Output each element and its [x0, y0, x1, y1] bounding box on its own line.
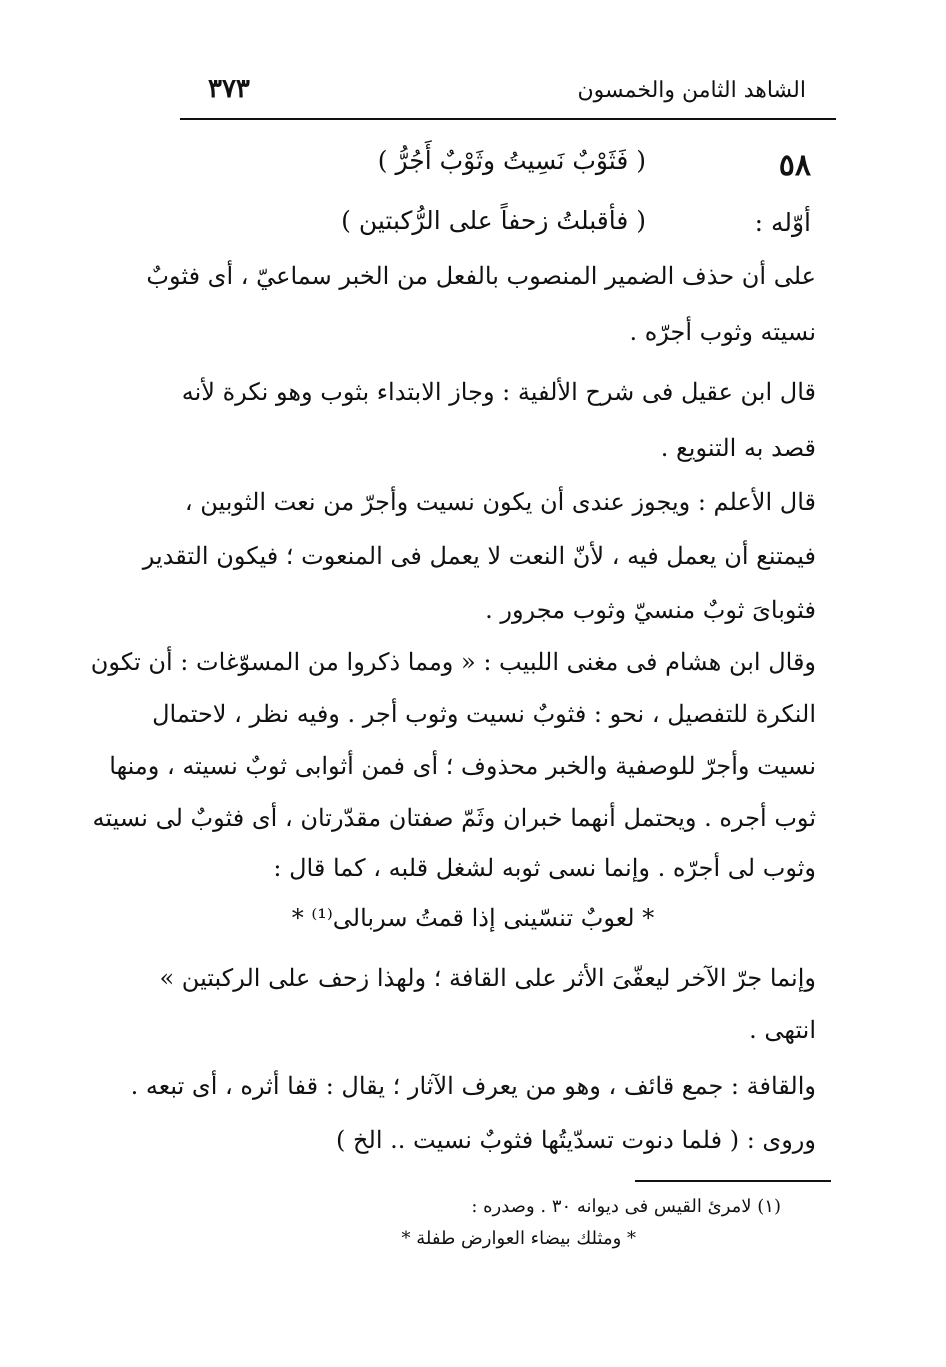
footnote-divider [635, 1180, 831, 1182]
body-line: والقافة : جمع قائف ، وهو من يعرف الآثار ؛ يقال : قفا أثره ، أى تبعه . [130, 1072, 816, 1100]
body-line: قال ابن عقيل فى شرح الألفية : وجاز الابتداء بثوب وهو نكرة لأنه [181, 378, 816, 406]
body-line: وقال ابن هشام فى مغنى اللبيب : « ومما ذكروا من المسوّغات : أن تكون [90, 648, 816, 676]
verse-first-label: أوّله : [754, 208, 811, 237]
entry-number: ٥٨ [778, 148, 811, 183]
quoted-verse: * لعوبٌ تنسّينى إذا قمتُ سربالى⁽¹⁾ * [291, 904, 655, 932]
footnote-line: (١) لامرئ القيس فى ديوانه ٣٠ . وصدره : [471, 1196, 781, 1217]
body-line: قصد به التنويع . [660, 434, 816, 462]
body-line: وروى : ( فلما دنوت تسدّيتُها فثوبٌ نسيت .. الخ ) [336, 1126, 816, 1154]
body-line: فثوباىَ ثوبٌ منسيّ وثوب مجرور . [485, 596, 816, 624]
body-line: النكرة للتفصيل ، نحو : فثوبٌ نسيت وثوب أجر . وفيه نظر ، لاحتمال [152, 700, 816, 728]
body-line: ثوب أجره . ويحتمل أنهما خبران وثَمّ صفتان مقدّرتان ، أى فثوبٌ لى نسيته [92, 804, 816, 832]
body-line: فيمتنع أن يعمل فيه ، لأنّ النعت لا يعمل فى المنعوت ؛ فيكون التقدير [142, 542, 816, 570]
verse-first-half: ( فأقبلتُ زحفاً على الرُّكبتين ) [341, 206, 646, 235]
body-line: نسيت وأجرّ للوصفية والخبر محذوف ؛ أى فمن أثوابى ثوبٌ نسيته ، ومنها [109, 752, 816, 780]
footnote-verse: * ومثلك بيضاء العوارض طفلة * [401, 1228, 636, 1249]
body-line: انتهى . [749, 1016, 816, 1044]
header-divider [180, 118, 836, 120]
body-line: على أن حذف الضمير المنصوب بالفعل من الخبر سماعيّ ، أى فثوبٌ [146, 262, 816, 290]
body-line: نسيته وثوب أجرّه . [629, 318, 816, 346]
verse-main: ( فَثَوْبٌ نَسِيتُ وثَوْبٌ أَجُرُّ ) [377, 146, 646, 175]
body-line: قال الأعلم : ويجوز عندى أن يكون نسيت وأجرّ من نعت الثوبين ، [184, 488, 816, 516]
running-header-title: الشاهد الثامن والخمسون [577, 78, 806, 103]
body-line: وثوب لى أجرّه . وإنما نسى ثوبه لشغل قلبه ، كما قال : [273, 854, 816, 882]
quoted-verse-row [0, 904, 946, 932]
body-line: وإنما جرّ الآخر ليعفّىَ الأثر على القافة ؛ ولهذا زحف على الركبتين » [159, 964, 816, 992]
page-number: ٣٧٣ [208, 74, 250, 104]
